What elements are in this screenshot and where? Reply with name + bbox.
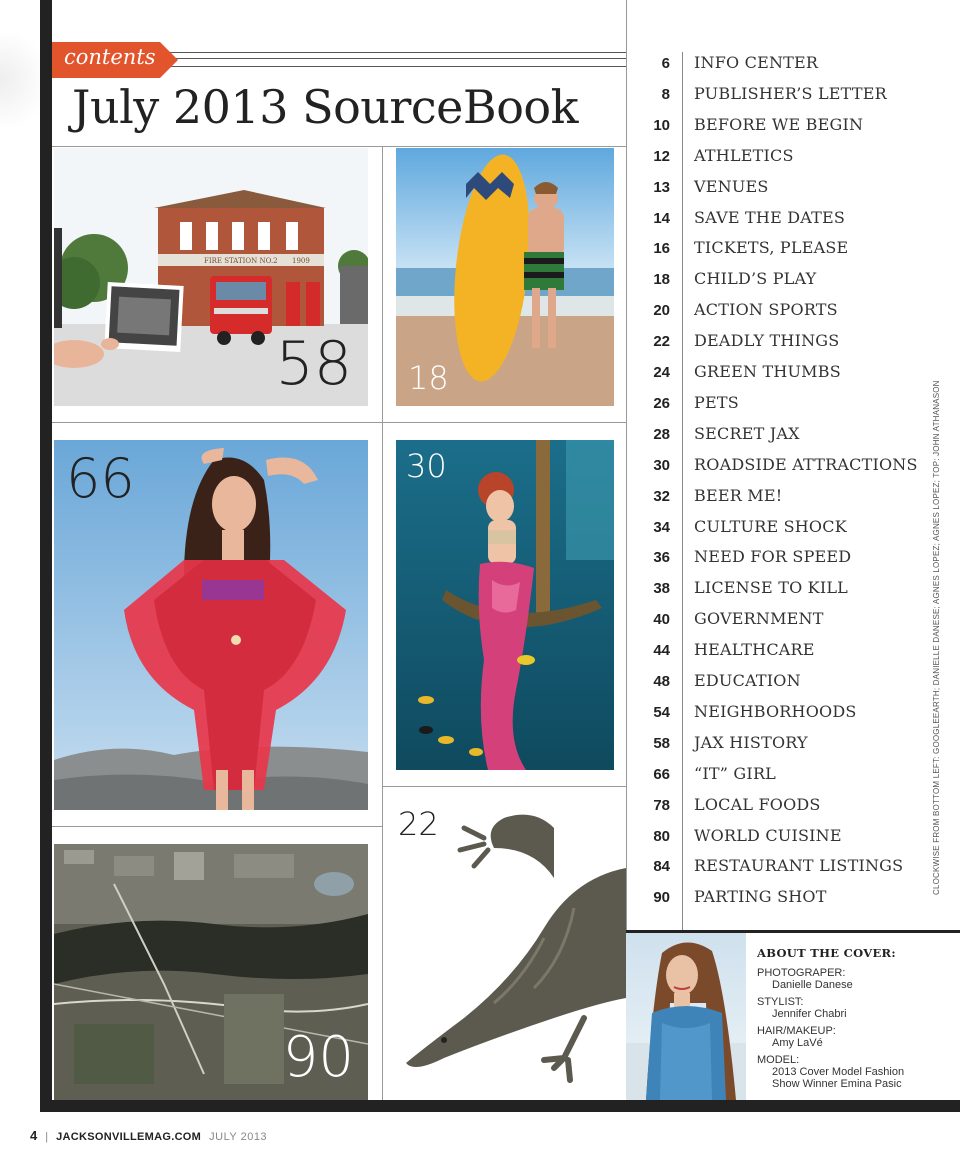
grid-rule-h1 [52, 146, 626, 147]
toc-section-label: DEADLY THINGS [694, 331, 840, 351]
toc-row[interactable] [640, 606, 920, 637]
cover-model-illustration [626, 933, 746, 1100]
toc-page-number: 32 [653, 487, 670, 505]
left-rule [40, 0, 52, 1112]
footer-page-number: 4 [30, 1128, 38, 1143]
toc-section-label: CHILD’S PLAY [694, 269, 817, 289]
toc-section-label: SECRET JAX [694, 423, 800, 443]
toc-row[interactable] [640, 390, 920, 421]
model-red-photo [54, 440, 368, 810]
toc-row[interactable] [640, 452, 920, 483]
toc-page-number: 10 [653, 116, 670, 134]
toc-page-number: 14 [653, 209, 670, 227]
toc-row[interactable] [640, 483, 920, 514]
toc-section-label: NEED FOR SPEED [694, 547, 852, 567]
toc-row[interactable] [640, 884, 920, 915]
toc-row[interactable] [640, 637, 920, 668]
toc-row[interactable] [640, 297, 920, 328]
toc-page-number: 48 [653, 673, 670, 690]
page-number-30: 30 [406, 447, 447, 485]
toc-page-number: 66 [653, 765, 670, 783]
page-title: July 2013 SourceBook [72, 80, 578, 134]
grid-rule-v1 [382, 146, 383, 1100]
footer-separator: | [45, 1131, 49, 1143]
toc-page-number: 12 [653, 147, 670, 165]
toc-row[interactable] [640, 143, 920, 174]
toc-page-number: 54 [653, 703, 670, 721]
toc-section-label: GREEN THUMBS [694, 362, 841, 381]
alligator-photo [384, 788, 626, 1100]
toc-row[interactable] [640, 235, 920, 266]
toc-section-label: RESTAURANT LISTINGS [694, 856, 904, 876]
page-number-90: 90 [282, 1025, 354, 1090]
stylist-label: STYLIST: [757, 996, 804, 1008]
page-footer [30, 1128, 267, 1143]
toc-page-number: 34 [653, 518, 670, 536]
toc-section-label: PUBLISHER’S LETTER [694, 83, 887, 103]
hair-makeup-label: HAIR/MAKEUP: [757, 1025, 836, 1037]
toc-section-label: ACTION SPORTS [694, 300, 838, 320]
aerial-map-photo [54, 844, 368, 1100]
hair-makeup-name: Amy LaVé [772, 1037, 823, 1049]
toc-row[interactable] [640, 761, 920, 792]
cover-model-photo [626, 933, 746, 1100]
toc-section-label: “IT” GIRL [694, 763, 777, 783]
model-label: MODEL: [757, 1054, 800, 1066]
station-sign: FIRE STATION NO.2 [204, 257, 278, 265]
toc-row[interactable] [640, 853, 920, 884]
mermaid-photo [396, 440, 614, 770]
fire-station-photo [54, 148, 368, 406]
page-number-58: 58 [275, 329, 352, 399]
toc-page-number: 6 [661, 55, 670, 72]
model-line-2: Show Winner Emina Pasic [772, 1078, 902, 1090]
stylist-name: Jennifer Chabri [772, 1008, 847, 1020]
grid-rule-v2 [626, 0, 627, 930]
section-tag: contents [64, 45, 156, 69]
toc-row[interactable] [640, 359, 920, 390]
model-line-1: 2013 Cover Model Fashion [772, 1066, 905, 1078]
photo-credit-text: CLOCKWISE FROM BOTTOM LEFT: GOOGLEEARTH; DANIELLE DANESE; AGNES LOPEZ; AGNES LOPEZ; TOP: JOHN ATHANASON [932, 380, 941, 895]
toc-section-label: LOCAL FOODS [694, 794, 821, 814]
footer-site[interactable]: JACKSONVILLEMAG.COM [56, 1131, 202, 1143]
margin-smudge [0, 20, 40, 140]
toc-section-label: WORLD CUISINE [694, 825, 842, 845]
toc-row[interactable] [640, 174, 920, 205]
toc-row[interactable] [640, 699, 920, 730]
about-the-cover [757, 946, 957, 1095]
photographer-label: PHOTOGRAPER: [757, 967, 846, 979]
toc-page-number: 78 [653, 796, 670, 814]
toc-page-number: 28 [653, 425, 670, 443]
contents-banner-arrow [160, 42, 178, 78]
bottom-rule [40, 1100, 960, 1112]
toc-row[interactable] [640, 575, 920, 606]
grid-rule-h3 [52, 826, 382, 827]
toc-section-label: CULTURE SHOCK [694, 516, 847, 536]
grid-rule-h4 [382, 786, 626, 787]
toc-page-number: 18 [653, 271, 670, 289]
toc-row[interactable] [640, 112, 920, 143]
toc-row[interactable] [640, 792, 920, 823]
toc-row[interactable] [640, 668, 920, 699]
toc-row[interactable] [640, 730, 920, 761]
page-number-18: 18 [408, 359, 449, 397]
toc-row[interactable] [640, 328, 920, 359]
toc-row[interactable] [640, 514, 920, 545]
toc-row[interactable] [640, 421, 920, 452]
toc-section-label: NEIGHBORHOODS [694, 701, 857, 721]
toc-section-label: PARTING SHOT [694, 887, 827, 907]
toc-page-number: 84 [653, 858, 670, 876]
mermaid-illustration [396, 440, 614, 770]
toc-section-label: EDUCATION [694, 671, 801, 690]
toc-section-label: INFO CENTER [694, 53, 819, 72]
toc-section-label: HEALTHCARE [694, 640, 815, 660]
toc-row[interactable] [640, 544, 920, 575]
toc-section-label: SAVE THE DATES [694, 207, 846, 227]
toc-page-number: 24 [653, 364, 670, 381]
station-year: 1909 [292, 257, 310, 265]
toc-section-label: PETS [694, 392, 739, 412]
toc-page-number: 8 [661, 85, 670, 103]
toc-page-number: 36 [653, 549, 670, 567]
toc-page-number: 40 [653, 611, 670, 629]
toc-page-number: 44 [653, 642, 670, 660]
toc-section-label: TICKETS, PLEASE [694, 238, 849, 258]
surfer-photo [396, 148, 614, 406]
toc-section-label: BEFORE WE BEGIN [694, 114, 864, 134]
toc-row[interactable] [640, 823, 920, 854]
toc-page-number: 20 [653, 302, 670, 320]
photographer-name: Danielle Danese [772, 979, 853, 991]
page-number-66: 66 [66, 447, 135, 510]
toc-page-number: 80 [653, 827, 670, 845]
photo-credit [930, 380, 946, 895]
toc-section-label: ATHLETICS [694, 145, 794, 165]
toc-section-label: VENUES [694, 176, 769, 196]
toc-section-label: LICENSE TO KILL [694, 578, 848, 598]
toc-page-number: 13 [653, 178, 670, 196]
toc-page-number: 30 [653, 456, 670, 474]
toc-row[interactable] [640, 205, 920, 236]
toc-section-label: BEER ME! [694, 485, 783, 505]
toc-page-number: 58 [653, 734, 670, 752]
toc-section-label: GOVERNMENT [694, 609, 824, 629]
toc-row[interactable] [640, 266, 920, 297]
toc-page-number: 16 [653, 240, 670, 258]
footer-date: JULY 2013 [209, 1131, 268, 1143]
page-number-22: 22 [398, 805, 439, 843]
toc-page-number: 22 [653, 333, 670, 351]
toc-page-number: 90 [653, 889, 670, 907]
header-rule-bottom [170, 66, 626, 67]
toc-row[interactable] [640, 81, 920, 112]
toc-page-number: 26 [653, 394, 670, 412]
about-cover-title: ABOUT THE COVER: [757, 946, 896, 960]
header-rule-top [170, 52, 626, 53]
toc-section-label: JAX HISTORY [694, 732, 808, 752]
grid-rule-h2 [52, 422, 626, 423]
header-rule-mid [170, 58, 626, 59]
toc-section-label: ROADSIDE ATTRACTIONS [694, 454, 918, 474]
toc-row[interactable] [640, 50, 920, 81]
toc-page-number: 38 [653, 580, 670, 598]
